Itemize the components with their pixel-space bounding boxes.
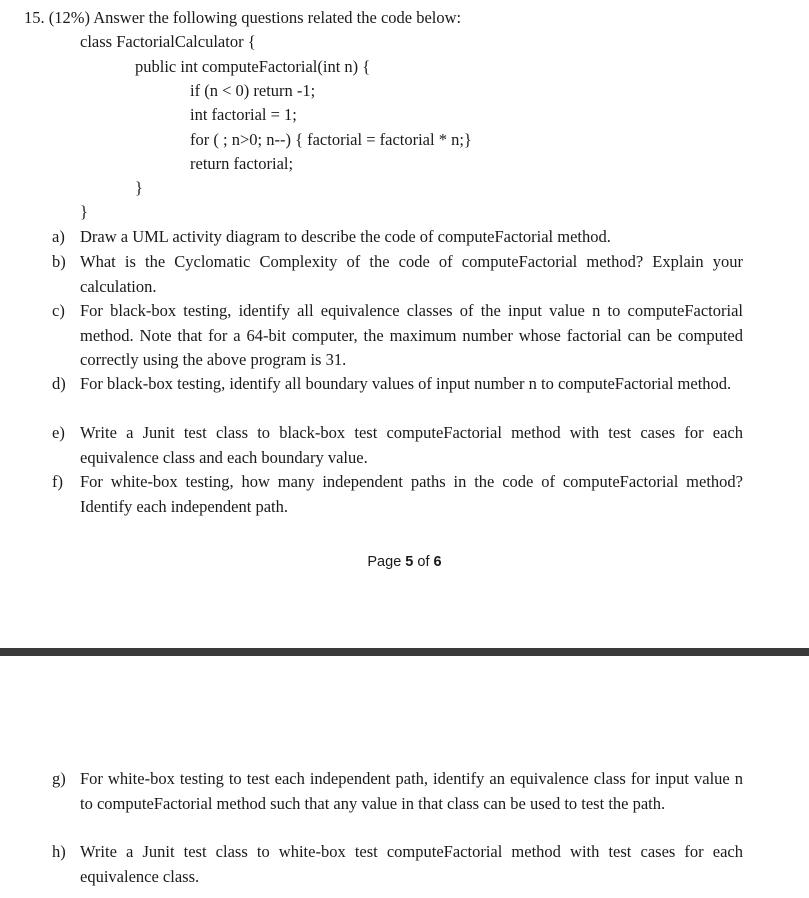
part-text: For white-box testing, how many independent paths in the code of computeFactorial method? Identify each independent path. (80, 472, 743, 516)
of-word: of (417, 554, 430, 570)
code-line: for ( ; n>0; n--) { factorial = factorial * n;} (190, 130, 472, 149)
code-line: if (n < 0) return -1; (190, 81, 316, 100)
code-line: } (80, 202, 88, 221)
part-label: d) (52, 374, 66, 393)
part-label: c) (52, 301, 65, 320)
code-line: } (135, 178, 143, 197)
page-footer (0, 552, 809, 572)
question-header: 15. (12%) Answer the following questions related the code below: (24, 8, 462, 27)
part-text: What is the Cyclomatic Complexity of the code of computeFactorial method? Explain your calculation. (80, 252, 743, 296)
part-label: b) (52, 252, 66, 271)
part-label: f) (52, 472, 63, 491)
total-pages-number: 6 (433, 554, 442, 570)
code-line: public int computeFactorial(int n) { (135, 57, 371, 76)
part-label: h) (52, 842, 66, 861)
part-text: Write a Junit test class to black-box test computeFactorial method with test cases for each equivalence class and each boundary value. (80, 423, 743, 467)
page-word: Page (367, 554, 402, 570)
part-text: Draw a UML activity diagram to describe the code of computeFactorial method. (80, 227, 611, 246)
code-line: int factorial = 1; (190, 105, 297, 124)
part-text: For black-box testing, identify all boundary values of input number n to computeFactorial method. (80, 374, 732, 393)
current-page-number: 5 (405, 554, 414, 570)
part-label: g) (52, 769, 66, 788)
code-line: return factorial; (190, 154, 294, 173)
code-line: class FactorialCalculator { (80, 32, 256, 51)
part-text: For white-box testing to test each independent path, identify an equivalence class for input value n to computeFactorial method such that any value in that class can be used to test the path. (80, 769, 743, 813)
part-label: e) (52, 423, 65, 442)
part-label: a) (52, 227, 65, 246)
part-text: Write a Junit test class to white-box test computeFactorial method with test cases for each equivalence class. (80, 842, 743, 886)
page-separator (0, 648, 809, 656)
part-text: For black-box testing, identify all equivalence classes of the input value n to computeFactorial method. Note that for a 64-bit computer, the maximum number whose factorial can be computed correctly using the above program is 31. (80, 301, 743, 369)
